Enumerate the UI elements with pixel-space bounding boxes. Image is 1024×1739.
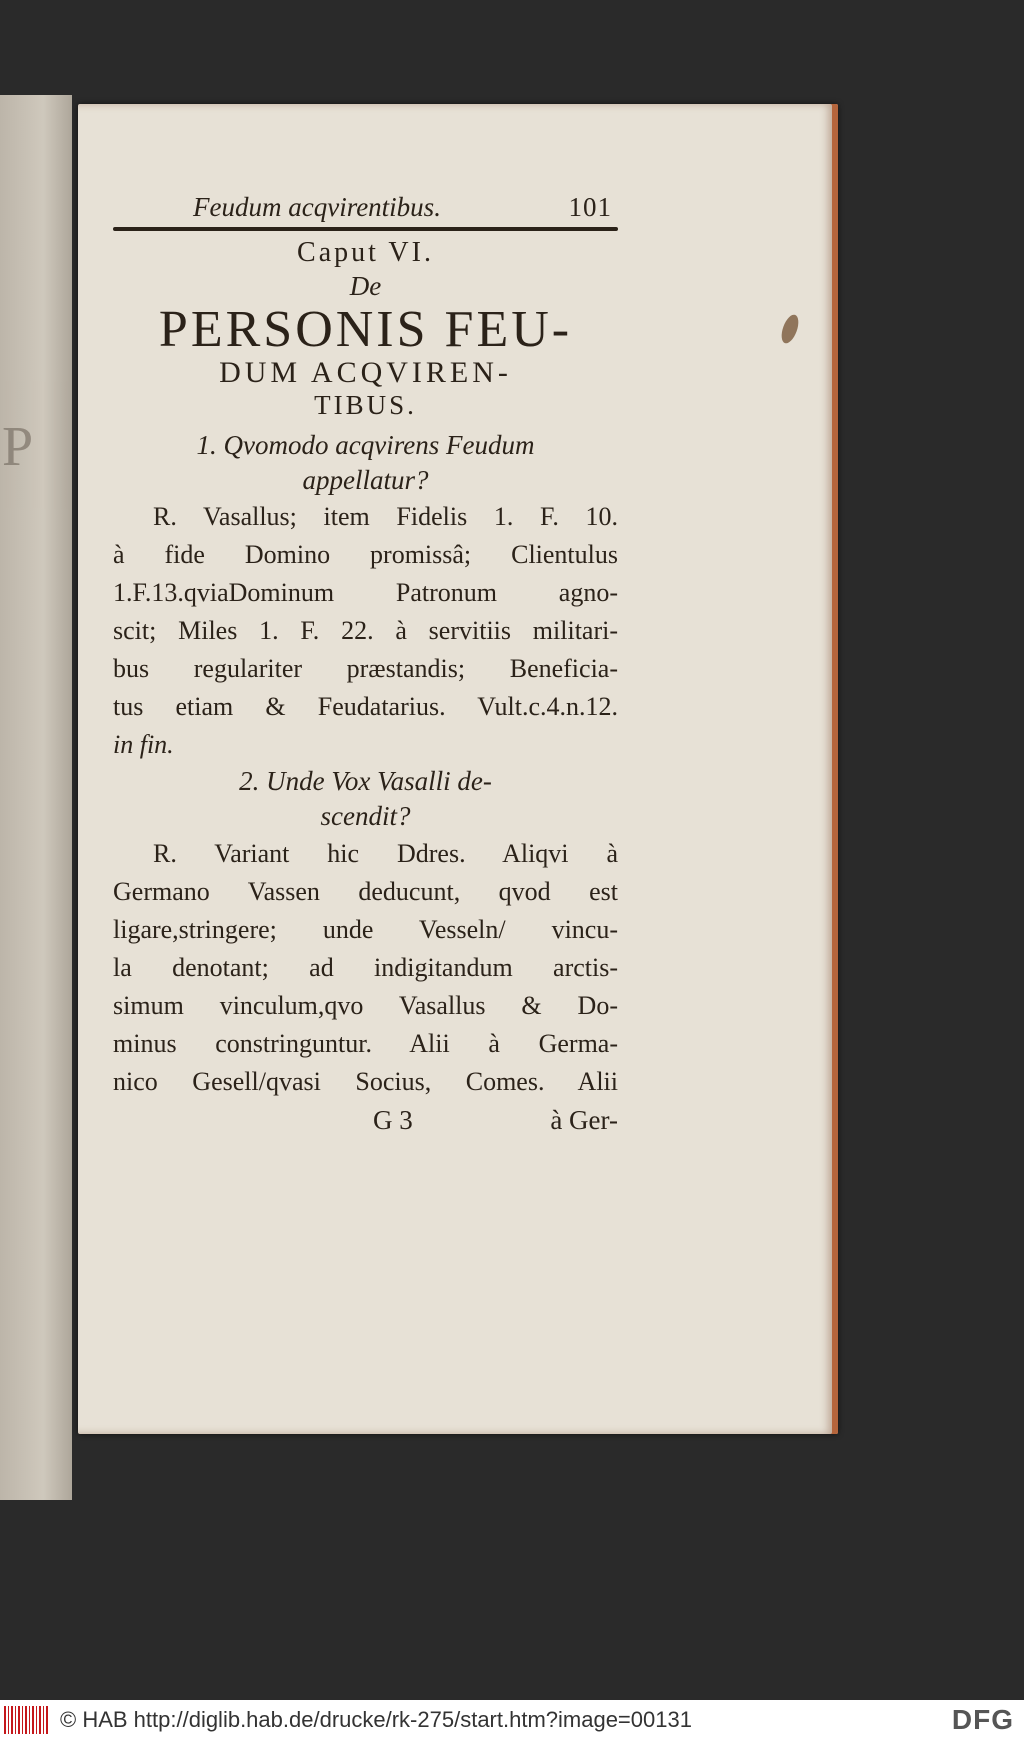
dfg-logo: DFG: [951, 1703, 1014, 1735]
answer-2-line: R. Variant hic Ddres. Aliqvi à: [153, 838, 618, 868]
answer-2-line: la denotant; ad indigitandum arctis-: [113, 952, 618, 982]
title-line-1: PERSONIS FEU-: [158, 301, 573, 358]
signature-line: [113, 1105, 618, 1136]
answer-1-line: 1.F.13.qviaDominum Patronum agno-: [113, 578, 618, 608]
footer-bar: [0, 1700, 1024, 1739]
question-2-line-2: scendit?: [320, 801, 411, 832]
answer-1-line: bus regulariter præstandis; Beneficia-: [113, 654, 618, 684]
answer-2-line: ligare,stringere; unde Vesseln/ vincu-: [113, 914, 618, 944]
page-number: 101: [568, 192, 612, 222]
answer-2-line: Germano Vassen deducunt, qvod est: [113, 876, 618, 906]
answer-2-line: simum vinculum,qvo Vasallus & Do-: [113, 990, 618, 1020]
previous-page-edge: [0, 95, 72, 1500]
head-rule: [113, 227, 618, 231]
question-2-line-1: 2. Unde Vox Vasalli de-: [239, 766, 492, 797]
answer-1-line: à fide Domino promissâ; Clientulus: [113, 540, 618, 570]
catchword: à Ger-: [550, 1104, 618, 1135]
question-1-line-2: appellatur?: [302, 465, 429, 496]
copyright-link[interactable]: © HAB http://diglib.hab.de/drucke/rk-275/start.htm?image=00131: [60, 1706, 692, 1732]
page-text: [113, 192, 618, 1136]
chapter-heading: Caput VI.: [297, 237, 434, 268]
book-page: [78, 104, 838, 1434]
title-line-3: TIBUS.: [314, 389, 417, 420]
paper-stain: [778, 313, 801, 346]
answer-1-line: R. Vasallus; item Fidelis 1. F. 10.: [153, 502, 618, 532]
answer-2-line: minus constringuntur. Alii à Germa-: [113, 1028, 618, 1058]
hab-barcode-icon: [4, 1706, 48, 1734]
question-1-line-1: 1. Qvomodo acqvirens Feudum: [196, 430, 535, 461]
signature-mark: G 3: [373, 1104, 413, 1135]
answer-2-line: nico Gesell/qvasi Socius, Comes. Alii: [113, 1066, 618, 1096]
bleed-through-glyph: P: [2, 416, 34, 478]
answer-1-line: in fin.: [113, 730, 174, 760]
title-line-2: DUM ACQVIREN-: [219, 356, 512, 389]
answer-1-line: tus etiam & Feudatarius. Vult.c.4.n.12.: [113, 692, 618, 722]
running-head-title: Feudum acqvirentibus.: [193, 192, 441, 222]
running-head: [113, 192, 618, 223]
answer-1-line: scit; Miles 1. F. 22. à servitiis militari-: [113, 616, 618, 646]
de-heading: De: [349, 271, 382, 301]
